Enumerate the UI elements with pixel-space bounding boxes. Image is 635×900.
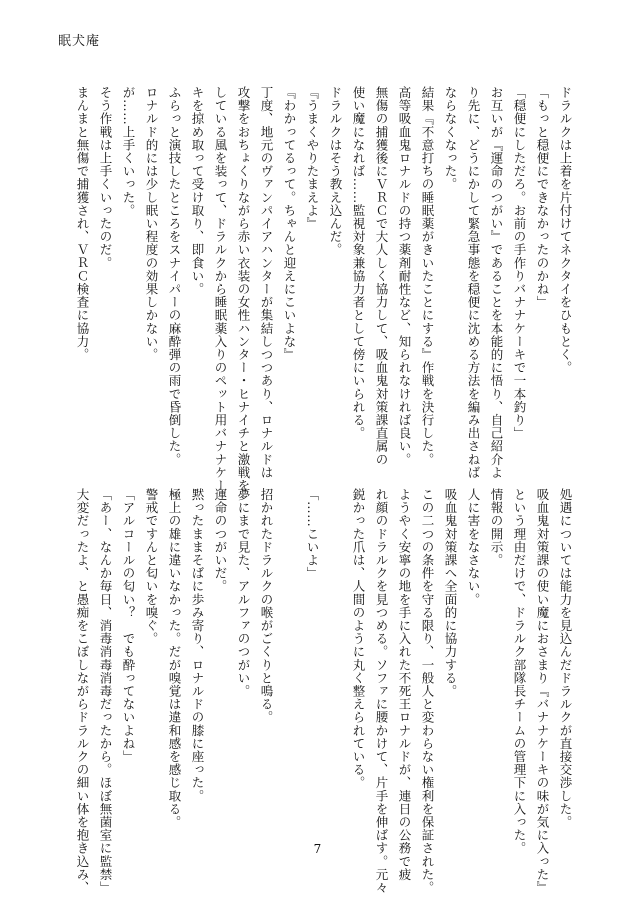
- text-line: 情報の開示。: [489, 488, 504, 567]
- text-line: ドラルクは上着を片付けてネクタイをひもとく。: [558, 86, 573, 375]
- text-line: 大変だったよ、と愚痴をこぼしながらドラルクの細い体を抱き込み、: [75, 488, 90, 895]
- text-line: 鋭かった爪は、人間のように丸く整えられている。: [351, 488, 366, 790]
- text-line: 『わかってるって。ちゃんと迎えにこいよな』: [282, 86, 297, 362]
- text-line: 使い魔になれば……監視対象兼協力者として傍にいられる。: [351, 86, 366, 440]
- text-line: 攻撃をおちょくりながら赤い衣装の女性ハンター・ヒナイチと激戦を: [236, 86, 251, 493]
- text-line: 「あー、なんか毎日、消毒消毒消毒だったから。ほぼ無菌室に監禁」: [98, 488, 113, 895]
- text-line: [324, 488, 347, 818]
- text-line: この二つの条件を守る限り、一般人と変わらない権利を保証された。: [420, 488, 435, 895]
- text-line: 無傷の捕獲後にＶＲＣで大人しく協力して、吸血鬼対策課直属の: [374, 86, 389, 466]
- text-line: 丁度、地元のヴァンパイアハンターが集結しつつあり、ロナルドは: [259, 86, 274, 479]
- text-line: お互いが『運命のつがい』であることを本能的に悟り、自己紹介よ: [489, 86, 504, 479]
- running-header: 眠犬庵: [58, 34, 101, 49]
- text-line: [278, 488, 301, 818]
- text-line: ならなくなった。: [443, 86, 458, 191]
- text-line: ようやく安寧の地を手に入れた不死王ロナルドが、連日の公務で疲: [397, 488, 412, 881]
- text-line: 「……こいよ」: [305, 488, 320, 580]
- text-line: ドラルクはそう教え込んだ。: [328, 86, 343, 257]
- text-line: している風を装って、ドラルクから睡眠薬入りのペット用バナナケー: [213, 86, 228, 493]
- text-line: 運命のつがいだ。: [213, 488, 228, 593]
- text-line: 高等吸血鬼ロナルドの持つ薬剤耐性など、知られなければ良い。: [397, 86, 412, 466]
- text-line: 吸血鬼対策課へ全面的に協力する。: [443, 488, 458, 698]
- text-line: ロナルド的には少し眠い程度の効果しかない。: [144, 86, 159, 362]
- text-line: り先に、どうにかして緊急事態を穏便に沈める方法を編み出さねば: [466, 86, 481, 479]
- text-line: 夢にまで見た、アルファのつがい。: [236, 488, 251, 698]
- text-line: 黙ったままそばに歩み寄り、ロナルドの膝に座った。: [190, 488, 205, 803]
- text-line: 「もっと穏便にできなかったのかね」: [535, 86, 550, 309]
- text-line: そう作戦は上手くいったのだ。: [98, 86, 113, 270]
- text-line: れ顔のドラルクを見つめる。ソファに腰かけて、片手を伸ばす。元々: [374, 488, 389, 895]
- text-line: 「アルコールの匂い？ でも酔ってないよね」: [121, 488, 136, 764]
- text-line: という理由だけで、ドラルク部隊長チームの管理下に入った。: [512, 488, 527, 855]
- text-line: 警戒ですんと匂いを嗅ぐ。: [144, 488, 159, 646]
- page-number: 7: [313, 842, 322, 856]
- text-line: 処遇については能力を見込んだドラルクが直接交渉した。: [558, 488, 573, 829]
- text-line: ふらっと演技したところをスナイパーの麻酔弾の雨で昏倒した。: [167, 86, 182, 466]
- text-line: 吸血鬼対策課の使い魔におさまり『バナナケーキの味が気に入った』: [535, 488, 550, 895]
- text-line: 招かれたドラルクの喉がごくりと鳴る。: [259, 488, 274, 724]
- top-text-block: [71, 86, 577, 493]
- text-line: 『うまくやりたまえよ』: [305, 86, 320, 231]
- text-line: 人に害をなさない。: [466, 488, 481, 606]
- bottom-text-block: [71, 488, 577, 895]
- text-line: 結果『不意打ちの睡眠薬がきいたことにする』作戦を決行した。: [420, 86, 435, 466]
- text-line: 極上の雄に違いなかった。だが嗅覚は違和感を感じ取る。: [167, 488, 182, 829]
- text-line: まんまと無傷で捕獲され、ＶＲＣ検査に協力。: [75, 86, 90, 362]
- text-line: 「穏便にしただろ。お前の手作りバナナケーキで一本釣り」: [512, 86, 527, 440]
- text-line: キを掠め取って受け取り、即食い。: [190, 86, 205, 296]
- text-line: が……上手くいった。: [121, 86, 136, 217]
